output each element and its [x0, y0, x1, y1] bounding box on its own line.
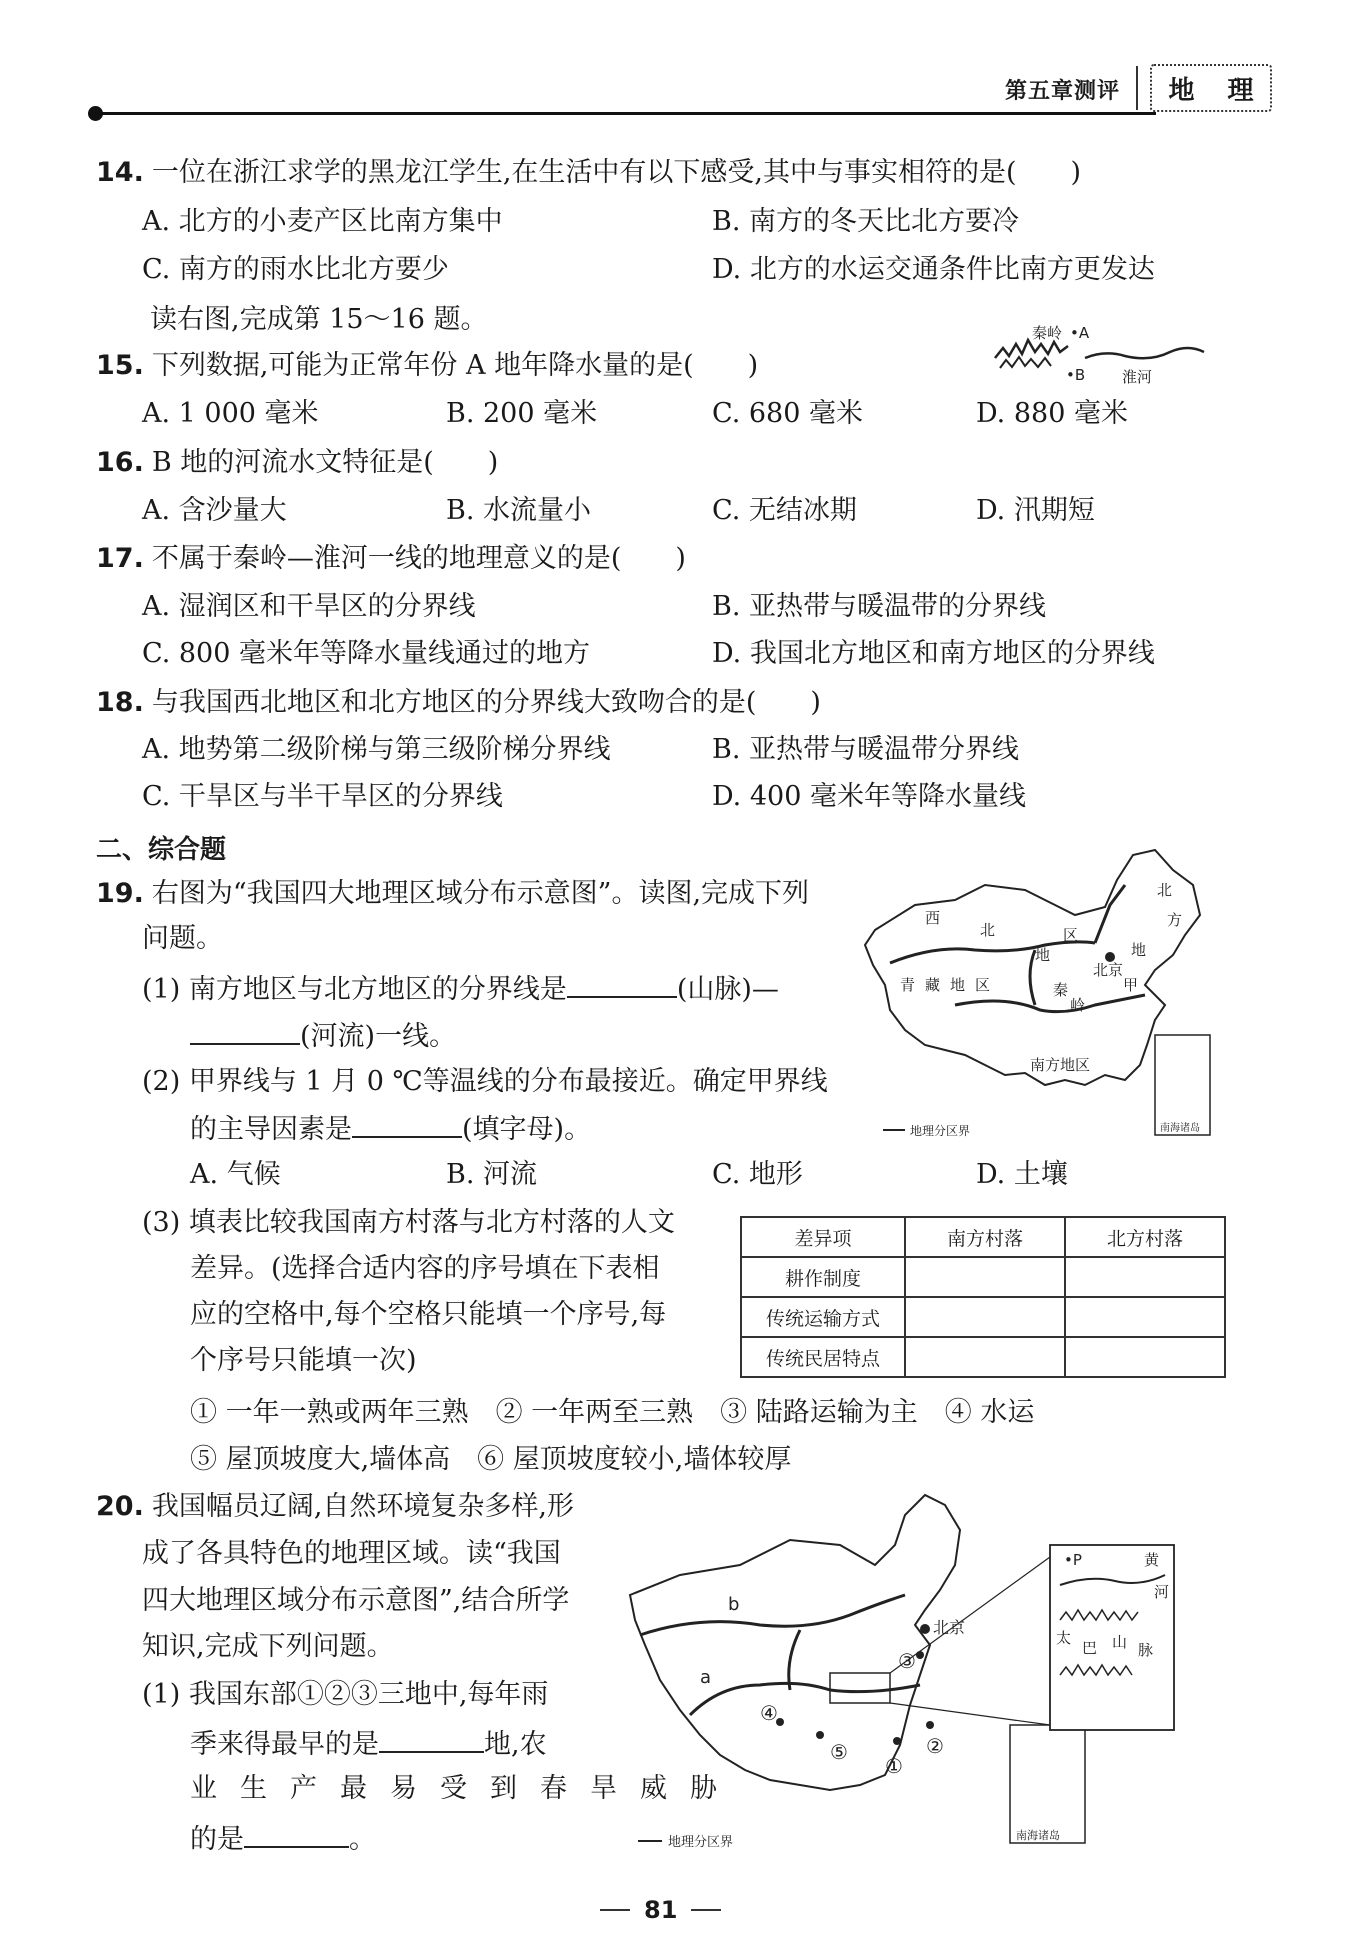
- q15-text: 下列数据,可能为正常年份 A 地年降水量的是( ): [151, 350, 759, 381]
- q15-option-c: C. 680 毫米: [712, 398, 863, 429]
- q18-option-c: C. 干旱区与半干旱区的分界线: [142, 781, 503, 812]
- zoom-frame: [830, 1673, 890, 1703]
- answer-cell[interactable]: [905, 1257, 1065, 1297]
- q20-text-1: 我国幅员辽阔,自然环境复杂多样,形: [151, 1491, 575, 1522]
- q20-part1-line1: (1) 我国东部①②③三地中,每年雨: [142, 1679, 549, 1710]
- zoom-connector: [890, 1703, 1050, 1725]
- q19-part1-line2: [190, 1017, 456, 1054]
- footer-dash-right: [691, 1909, 721, 1911]
- point-2-marker: [926, 1721, 934, 1729]
- q20-blank-earliest[interactable]: [379, 1725, 484, 1753]
- map-label-ling: 岭: [1070, 996, 1086, 1014]
- map-label-qu: 区: [1063, 926, 1079, 944]
- q19-blank-mountain[interactable]: [567, 970, 677, 998]
- map-label-qz1: 青: [900, 976, 916, 994]
- zoom-label-tai: 太: [1056, 1629, 1072, 1647]
- mountain-ridge-line-2: [1000, 357, 1051, 368]
- q18-text: 与我国西北地区和北方地区的分界线大致吻合的是( ): [151, 687, 821, 718]
- map-label-qin: 秦: [1053, 981, 1069, 999]
- q19-stem-2: 问题。: [142, 923, 223, 954]
- q17-stem: [96, 542, 686, 576]
- table-row-label: 传统运输方式: [741, 1297, 905, 1337]
- q18-stem: [96, 686, 821, 720]
- q14-option-c: C. 南方的雨水比北方要少: [142, 254, 449, 285]
- footer-dash-left: [600, 1909, 630, 1911]
- q19-part3-line2: 差异。(选择合适内容的序号填在下表相: [190, 1253, 660, 1284]
- map-label-jia: 甲: [1123, 976, 1139, 994]
- q19-option-a: A. 气候: [190, 1159, 281, 1190]
- answer-cell[interactable]: [1065, 1297, 1225, 1337]
- label-qinling: 秦岭: [1032, 324, 1063, 342]
- q20-line1: [96, 1490, 574, 1524]
- answer-cell[interactable]: [905, 1337, 1065, 1377]
- map-label-beijing: 北京: [1093, 961, 1124, 979]
- q20-part1-text-f: 。: [349, 1824, 376, 1855]
- header-divider: [1136, 66, 1138, 110]
- section-heading: 二、综合题: [96, 835, 227, 865]
- label-huaihe: 淮河: [1122, 368, 1153, 386]
- q19-items-line1: ① 一年一熟或两年三熟 ② 一年两至三熟 ③ 陆路运输为主 ④ 水运: [190, 1397, 1035, 1428]
- answer-cell[interactable]: [1065, 1257, 1225, 1297]
- map-label-beijing: 北京: [933, 1618, 966, 1637]
- q20-line3: 四大地理区域分布示意图”,结合所学: [142, 1585, 570, 1616]
- header-rule: [96, 112, 1156, 115]
- q20-china-regions-map: [620, 1485, 1180, 1855]
- q14-option-a: A. 北方的小麦产区比南方集中: [142, 206, 503, 237]
- q14-option-b: B. 南方的冬天比北方要冷: [712, 206, 1020, 237]
- table-header-cell: 南方村落: [905, 1217, 1065, 1257]
- inset-label: 南海诸岛: [1016, 1829, 1060, 1842]
- table-row-label: 耕作制度: [741, 1257, 905, 1297]
- table-header-row: [741, 1217, 1225, 1257]
- mountain-ridge-line: [995, 340, 1068, 358]
- zoom-label-shan: 山: [1112, 1633, 1128, 1651]
- q20-part1-text-c: 地,农: [484, 1729, 547, 1760]
- q15-option-d: D. 880 毫米: [976, 398, 1128, 429]
- chapter-title: 第五章测评: [1004, 79, 1120, 104]
- q16-option-d: D. 汛期短: [976, 495, 1095, 526]
- q17-text: 不属于秦岭—淮河一线的地理意义的是( ): [151, 543, 686, 574]
- map-label-fang: 方: [1167, 911, 1183, 929]
- label-point-b: •B: [1066, 366, 1086, 384]
- q17-number: 17.: [96, 543, 144, 574]
- q19-part1-text-a: (1) 南方地区与北方地区的分界线是: [142, 974, 567, 1005]
- region-boundary-north: [640, 1595, 905, 1635]
- map-label-bei: 北: [980, 921, 996, 939]
- map-label-qz2: 藏: [925, 976, 941, 994]
- map-label-5: ⑤: [830, 1740, 848, 1764]
- region-boundary-qinling-huaihe: [690, 1683, 920, 1715]
- q17-option-b: B. 亚热带与暖温带的分界线: [712, 591, 1047, 622]
- map-label-xi: 西: [925, 909, 941, 927]
- table-row-label: 传统民居特点: [741, 1337, 905, 1377]
- q16-option-b: B. 水流量小: [446, 495, 592, 526]
- q20-part1-line3: 业 生 产 最 易 受 到 春 旱 威 胁: [190, 1773, 715, 1804]
- q19-number: 19.: [96, 878, 144, 909]
- q19-stem-1: [96, 877, 809, 911]
- zoom-label-he: 河: [1154, 1583, 1170, 1601]
- page-number: 81: [644, 1896, 678, 1924]
- south-sea-inset: [1155, 1035, 1210, 1135]
- q15-stem: [96, 349, 758, 383]
- zoom-label-ba: 巴: [1082, 1639, 1098, 1657]
- map-label-south: 南方地区: [1030, 1056, 1091, 1074]
- map-legend-label: 地理分区界: [668, 1835, 734, 1850]
- subject-char-2: 理: [1227, 75, 1254, 106]
- zoom-label-p: •P: [1064, 1551, 1082, 1569]
- q16-number: 16.: [96, 447, 144, 478]
- q20-number: 20.: [96, 1491, 144, 1522]
- map-label-bei2: 北: [1157, 881, 1173, 899]
- huaihe-river-line: [1085, 348, 1204, 358]
- q19-items-line2: ⑤ 屋顶坡度大,墙体高 ⑥ 屋顶坡度较小,墙体较厚: [190, 1444, 792, 1475]
- village-comparison-table: [740, 1216, 1226, 1378]
- zoom-label-mai: 脉: [1138, 1641, 1154, 1659]
- q16-option-c: C. 无结冰期: [712, 495, 857, 526]
- point-1-marker: [893, 1737, 901, 1745]
- q19-option-b: B. 河流: [446, 1159, 538, 1190]
- q15-number: 15.: [96, 350, 144, 381]
- q16-option-a: A. 含沙量大: [142, 495, 287, 526]
- q19-part2-text-b: 的主导因素是: [190, 1114, 352, 1145]
- answer-cell[interactable]: [905, 1297, 1065, 1337]
- map-label-1: ①: [885, 1754, 903, 1778]
- q20-part1-line2: [190, 1725, 547, 1762]
- q20-part1-line4: [190, 1820, 376, 1857]
- region-boundary-north: [890, 942, 1095, 963]
- map-label-4: ④: [760, 1701, 778, 1725]
- q20-blank-drought[interactable]: [244, 1820, 349, 1848]
- q20-part1-text-e: 的是: [190, 1824, 244, 1855]
- table-row: [741, 1257, 1225, 1297]
- table-row: [741, 1337, 1225, 1377]
- beijing-marker: [920, 1624, 930, 1634]
- south-sea-inset: [1010, 1725, 1085, 1843]
- q17-option-d: D. 我国北方地区和南方地区的分界线: [712, 638, 1155, 669]
- read-note: 读右图,完成第 15～16 题。: [150, 304, 488, 335]
- q14-stem: [96, 156, 1081, 190]
- q19-option-d: D. 土壤: [976, 1159, 1068, 1190]
- label-point-a: •A: [1070, 324, 1090, 342]
- q19-part3-line4: 个序号只能填一次): [190, 1345, 417, 1376]
- q19-part1-line1: [142, 970, 779, 1007]
- table-row: [741, 1297, 1225, 1337]
- table-header-cell: 差异项: [741, 1217, 905, 1257]
- q19-blank-factor[interactable]: [352, 1110, 462, 1138]
- q19-part3-line3: 应的空格中,每个空格只能填一个序号,每: [190, 1299, 667, 1330]
- page-footer: [600, 1896, 721, 1924]
- map-label-di2: 地: [1131, 941, 1147, 959]
- q15-option-b: B. 200 毫米: [446, 398, 598, 429]
- china-outline: [865, 850, 1200, 1085]
- answer-cell[interactable]: [1065, 1337, 1225, 1377]
- map-label-di: 地: [1035, 946, 1051, 964]
- q20-line4: 知识,完成下列问题。: [142, 1631, 394, 1662]
- region-boundary-west: [789, 1630, 800, 1690]
- q19-option-c: C. 地形: [712, 1159, 803, 1190]
- inset-label: 南海诸岛: [1160, 1123, 1200, 1134]
- q20-line2: 成了各具特色的地理区域。读“我国: [142, 1538, 561, 1569]
- q19-part2-text-c: (填字母)。: [462, 1114, 592, 1145]
- table-header-cell: 北方村落: [1065, 1217, 1225, 1257]
- q19-part2-line2: [190, 1110, 591, 1147]
- region-boundary-qinling-huaihe: [955, 995, 1145, 1012]
- qinling-huaihe-figure: [990, 318, 1210, 394]
- q19-text-1: 右图为“我国四大地理区域分布示意图”。读图,完成下列: [151, 878, 810, 909]
- q15-option-a: A. 1 000 毫米: [142, 398, 319, 429]
- q17-option-a: A. 湿润区和干旱区的分界线: [142, 591, 476, 622]
- q19-china-regions-map: [855, 845, 1215, 1145]
- q18-number: 18.: [96, 687, 144, 718]
- q19-part2-line1: (2) 甲界线与 1 月 0 ℃等温线的分布最接近。确定甲界线: [142, 1066, 828, 1097]
- q18-option-b: B. 亚热带与暖温带分界线: [712, 734, 1020, 765]
- q16-text: B 地的河流水文特征是( ): [151, 447, 499, 478]
- q14-text: 一位在浙江求学的黑龙江学生,在生活中有以下感受,其中与事实相符的是( ): [151, 157, 1082, 188]
- q17-option-c: C. 800 毫米年等降水量线通过的地方: [142, 638, 590, 669]
- q18-option-d: D. 400 毫米年等降水量线: [712, 781, 1026, 812]
- q19-part1-text-b: (山脉)—: [676, 974, 779, 1005]
- q19-part1-text-c: (河流)一线。: [300, 1021, 457, 1052]
- q20-part1-text-b: 季来得最早的是: [190, 1729, 379, 1760]
- point-5-marker: [816, 1731, 824, 1739]
- map-label-a: a: [700, 1667, 712, 1688]
- q18-option-a: A. 地势第二级阶梯与第三级阶梯分界线: [142, 734, 611, 765]
- subject-box: [1150, 64, 1272, 112]
- point-3-marker: [916, 1651, 924, 1659]
- subject-char-1: 地: [1168, 75, 1195, 106]
- map-label-b: b: [728, 1594, 740, 1615]
- q16-stem: [96, 446, 498, 480]
- q19-part3-line1: (3) 填表比较我国南方村落与北方村落的人文: [142, 1207, 675, 1238]
- q14-number: 14.: [96, 157, 144, 188]
- map-legend-label: 地理分区界: [910, 1124, 971, 1138]
- q14-option-d: D. 北方的水运交通条件比南方更发达: [712, 254, 1155, 285]
- map-label-3: ③: [898, 1649, 916, 1673]
- map-label-qz4: 区: [975, 976, 991, 994]
- zoom-label-huang: 黄: [1144, 1551, 1160, 1569]
- map-label-2: ②: [926, 1734, 944, 1758]
- map-label-qz3: 地: [950, 976, 966, 994]
- q19-blank-river[interactable]: [190, 1017, 300, 1045]
